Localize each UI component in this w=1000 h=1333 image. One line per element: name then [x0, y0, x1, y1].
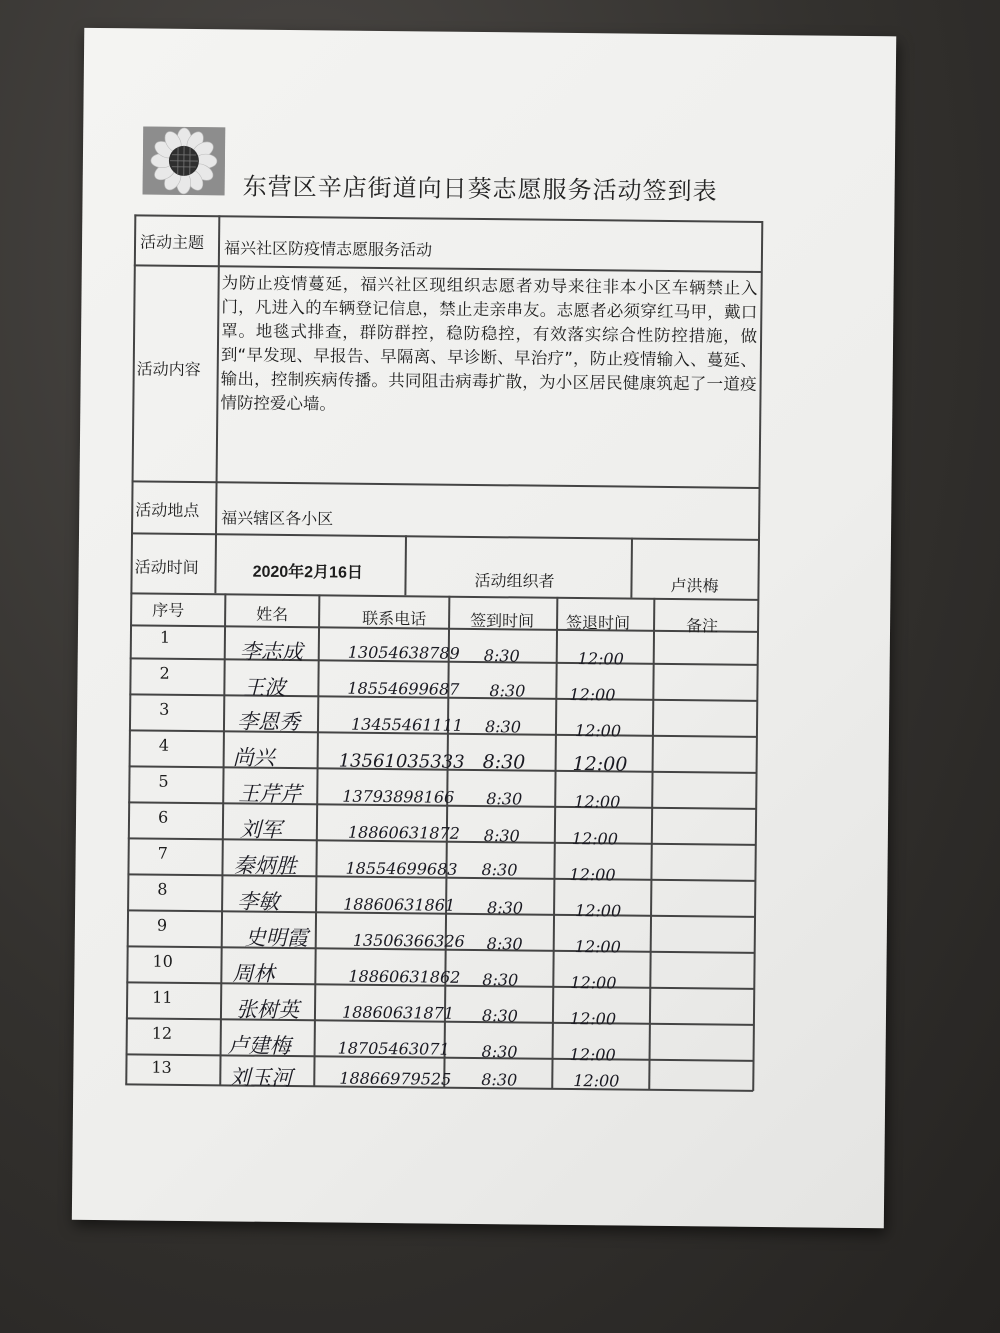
rule	[134, 214, 762, 222]
row-number: 7	[157, 843, 168, 863]
content-label: 活动内容	[136, 359, 201, 380]
content-value: 为防止疫情蔓延，福兴社区现组织志愿者劝导来往非本小区车辆禁止入门，凡进入的车辆登记信息，禁止走亲串友。志愿者必须穿红马甲，戴口罩。地毯式排查，群防群控，稳防稳控，有效落实综合性防控措施，做到“早发现、早报告、早隔离、早诊断、早治疗”，防止疫情输入、蔓延、输出，控制疾病传播。共同阻击病毒扩散，为小区居民健康筑起了一道疫情防控爱心墙。	[220, 273, 758, 414]
row-signout: 12:00	[569, 1008, 617, 1029]
theme-label: 活动主题	[139, 232, 205, 253]
row-signout: 12:00	[570, 972, 617, 993]
rule	[630, 538, 632, 598]
row-name: 周林	[232, 961, 275, 986]
row-number: 5	[158, 771, 169, 791]
row-signin: 8:30	[481, 1070, 518, 1090]
row-signin: 8:30	[486, 934, 523, 954]
rule	[132, 480, 760, 488]
row-name: 卢建梅	[227, 1033, 291, 1059]
header-phone: 联系电话	[362, 608, 427, 629]
row-phone: 13054638789	[347, 642, 460, 663]
row-number: 6	[157, 807, 169, 827]
row-name: 秦炳胜	[233, 853, 297, 879]
row-signin: 8:30	[482, 751, 526, 774]
rule	[131, 532, 759, 540]
organizer-value: 卢洪梅	[670, 576, 719, 596]
row-signin: 8:30	[489, 681, 526, 701]
row-phone: 18866979525	[339, 1068, 452, 1089]
row-name: 史明霞	[244, 925, 308, 951]
row-phone: 18860631871	[341, 1002, 455, 1023]
row-phone: 13455461111	[350, 714, 464, 735]
row-signout: 12:00	[574, 937, 621, 957]
header-seq: 序号	[152, 600, 185, 620]
row-phone: 13506366326	[352, 930, 465, 951]
row-signin: 8:30	[481, 1006, 519, 1026]
row-name: 李志成	[239, 639, 303, 665]
header-remark: 备注	[685, 616, 719, 636]
row-name: 李恩秀	[236, 709, 301, 735]
row-name: 李敏	[237, 889, 280, 914]
row-number: 4	[158, 735, 170, 755]
row-signin: 8:30	[486, 789, 523, 809]
row-number: 8	[157, 879, 168, 899]
row-signout: 12:00	[572, 752, 628, 776]
sunflower-logo-icon	[143, 126, 226, 195]
location-value: 福兴辖区各小区	[221, 508, 334, 529]
rule	[214, 215, 219, 593]
row-number: 1	[159, 627, 171, 647]
time-label: 活动时间	[134, 557, 199, 578]
row-phone: 18860631872	[347, 822, 460, 843]
row-signout: 12:00	[569, 864, 616, 885]
row-signin: 8:30	[482, 970, 519, 990]
row-number: 11	[152, 987, 173, 1007]
row-name: 刘玉河	[229, 1065, 293, 1091]
header-name: 姓名	[256, 604, 289, 625]
rule	[404, 535, 406, 595]
time-value: 2020年2月16日	[252, 563, 363, 582]
row-name: 王波	[243, 675, 286, 700]
row-phone: 18554699687	[347, 678, 460, 699]
location-label: 活动地点	[135, 500, 200, 521]
row-signout: 12:00	[571, 828, 619, 849]
row-phone: 18860631861	[343, 894, 456, 915]
row-number: 9	[156, 915, 168, 935]
row-signout: 12:00	[574, 792, 621, 812]
sign-in-sheet	[72, 28, 896, 1228]
theme-value: 福兴社区防疫情志愿服务活动	[223, 238, 433, 260]
header-signout-time: 签退时间	[566, 612, 631, 633]
row-number: 10	[152, 951, 173, 971]
row-signin: 8:30	[483, 646, 520, 666]
row-name: 王芹芹	[238, 781, 302, 807]
rule	[125, 214, 136, 1084]
row-phone: 18705463071	[337, 1038, 450, 1059]
row-signout: 12:00	[569, 1044, 616, 1065]
row-number: 3	[159, 699, 170, 719]
row-signout: 12:00	[574, 721, 622, 741]
row-name: 刘军	[239, 817, 283, 842]
row-signin: 8:30	[481, 860, 518, 880]
row-number: 12	[151, 1023, 173, 1043]
row-signin: 8:30	[481, 1042, 518, 1062]
row-signin: 8:30	[487, 898, 524, 918]
row-signout: 12:00	[573, 1071, 620, 1091]
row-signout: 12:00	[577, 649, 624, 669]
row-signout: 12:00	[569, 684, 616, 705]
row-phone: 13793898166	[342, 786, 455, 807]
row-name: 尚兴	[232, 745, 275, 770]
row-signin: 8:30	[484, 717, 522, 737]
row-signout: 12:00	[574, 901, 622, 921]
header-signin-time: 签到时间	[470, 610, 535, 631]
row-number: 13	[151, 1057, 172, 1077]
row-signin: 8:30	[483, 826, 520, 846]
document-title: 东营区辛店街道向日葵志愿服务活动签到表	[242, 172, 718, 206]
sign-in-form	[125, 214, 762, 1091]
row-phone: 13561035333	[338, 750, 465, 773]
row-number: 2	[159, 663, 170, 683]
row-phone: 18554699683	[345, 858, 458, 879]
row-name: 张树英	[235, 997, 300, 1023]
organizer-label: 活动组织者	[474, 570, 555, 591]
row-phone: 18860631862	[348, 966, 461, 987]
